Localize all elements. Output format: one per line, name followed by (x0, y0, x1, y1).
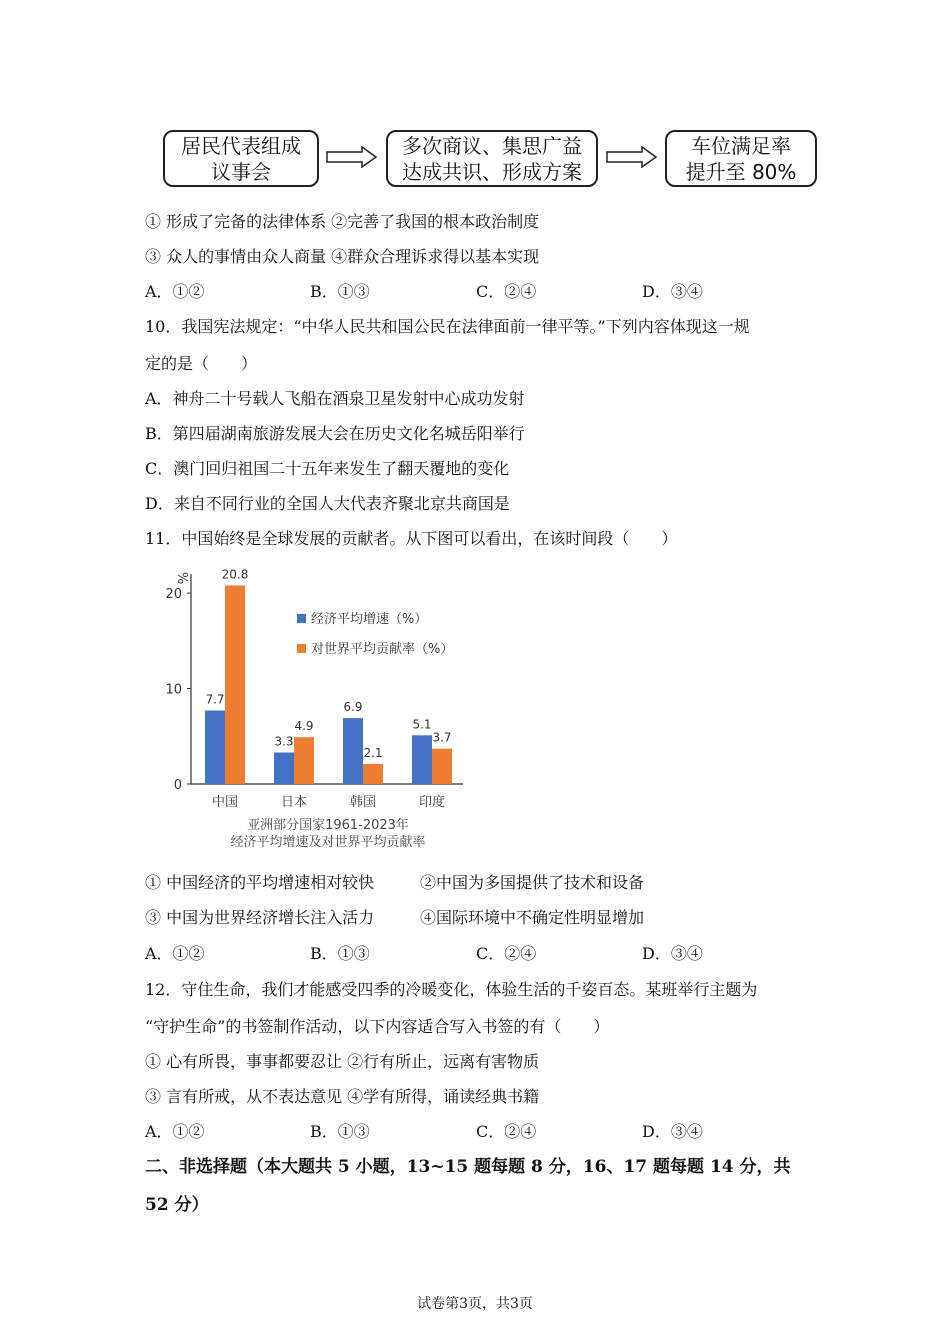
q11-statement-4: ④国际环境中不确定性明显增加 (420, 908, 645, 927)
q9-option-b[interactable]: B．①③ (310, 282, 370, 301)
q10-stem-line1: 10．我国宪法规定：“中华人民共和国公民在法律面前一律平等。”下列内容体现这一规 (145, 317, 750, 336)
x-category-label: 印度 (418, 795, 446, 810)
x-category-label: 日本 (280, 795, 308, 810)
x-category-label: 中国 (211, 795, 239, 810)
y-tick-label: 10 (165, 682, 182, 698)
page-footer: 试卷第3页，共3页 (417, 1296, 533, 1312)
y-tick-label: 20 (165, 587, 182, 603)
bar-value-label: 3.7 (432, 730, 452, 745)
chart-subtitle: 经济平均增速及对世界平均贡献率 (230, 835, 426, 850)
bar-value-label: 4.9 (294, 719, 314, 734)
flow-box-consultation-line2: 达成共识、形成方案 (402, 159, 582, 184)
q12-stem-line2: “守护生命”的书签制作活动，以下内容适合写入书签的有（ ） (145, 1017, 610, 1036)
bar-growth-3 (412, 735, 432, 784)
flow-box-council (163, 130, 319, 187)
flow-box-result (665, 130, 817, 187)
flow-box-result-line2: 提升至 80% (685, 159, 797, 184)
flow-arrow-2-icon (606, 146, 658, 168)
flow-arrow-1-icon (326, 146, 378, 168)
legend-label: 经济平均增速（%） (311, 612, 428, 627)
q9-statement-2: ③ 众人的事情由众人商量 ④群众合理诉求得以基本实现 (145, 247, 540, 266)
q11-option-a[interactable]: A．①② (145, 944, 205, 963)
flow-box-council-line1: 居民代表组成 (181, 133, 301, 158)
y-tick-label: 0 (173, 778, 182, 793)
q11-statement-1: ① 中国经济的平均增速相对较快 (145, 873, 375, 892)
flow-box-result-line1: 车位满足率 (691, 133, 791, 158)
q11-statement-3: ③ 中国为世界经济增长注入活力 (145, 908, 375, 927)
q11-option-d[interactable]: D．③④ (642, 944, 703, 963)
q10-choice-b[interactable]: B．第四届湖南旅游发展大会在历史文化名城岳阳举行 (145, 424, 525, 443)
bar-chart (150, 562, 480, 862)
x-category-label: 韩国 (349, 795, 377, 810)
q12-option-a[interactable]: A．①② (145, 1122, 205, 1141)
q11-option-b[interactable]: B．①③ (310, 944, 370, 963)
bar-contribution-3 (432, 749, 452, 784)
section-2-heading-line1: 二、非选择题（本大题共 5 小题，13~15 题每题 8 分，16、17 题每题 14 分，共 (145, 1157, 791, 1177)
chart-title: 亚洲部分国家1961-2023年 (247, 818, 409, 833)
q12-option-d[interactable]: D．③④ (642, 1122, 703, 1141)
legend-swatch (297, 614, 306, 623)
bar-value-label: 20.8 (221, 567, 249, 582)
q12-stem-line1: 12．守住生命，我们才能感受四季的冷暖变化，体验生活的千姿百态。某班举行主题为 (145, 980, 758, 999)
bar-growth-1 (274, 753, 294, 785)
bar-value-label: 2.1 (363, 745, 383, 760)
bar-contribution-0 (225, 585, 245, 784)
flow-box-consultation (386, 130, 598, 187)
q11-option-c[interactable]: C．②④ (476, 944, 537, 963)
bar-value-label: 3.3 (274, 734, 294, 749)
bar-contribution-1 (294, 737, 314, 784)
q12-statement-2: ③ 言有所戒，从不表达意见 ④学有所得，诵读经典书籍 (145, 1087, 540, 1106)
q9-option-d[interactable]: D．③④ (642, 282, 703, 301)
section-2-heading-line2: 52 分） (145, 1195, 209, 1215)
q9-statement-1: ① 形成了完备的法律体系 ②完善了我国的根本政治制度 (145, 212, 540, 231)
flow-box-consultation-line1: 多次商议、集思广益 (402, 133, 582, 158)
q12-option-b[interactable]: B．①③ (310, 1122, 370, 1141)
q10-stem-line2: 定的是（ ） (145, 354, 258, 373)
q12-option-c[interactable]: C．②④ (476, 1122, 537, 1141)
flow-box-council-line2: 议事会 (211, 159, 271, 184)
y-axis-unit-label: % (174, 571, 189, 585)
q12-statement-1: ① 心有所畏，事事都要忍让 ②行有所止，远离有害物质 (145, 1052, 540, 1071)
bar-contribution-2 (363, 764, 383, 784)
bar-growth-0 (205, 711, 225, 785)
bar-value-label: 5.1 (412, 717, 432, 732)
q10-choice-c[interactable]: C．澳门回归祖国二十五年来发生了翻天覆地的变化 (145, 459, 510, 478)
bar-value-label: 6.9 (343, 700, 363, 715)
legend-swatch (297, 644, 306, 653)
q11-statement-2: ②中国为多国提供了技术和设备 (420, 873, 645, 892)
legend-label: 对世界平均贡献率（%） (311, 642, 454, 657)
q11-stem: 11．中国始终是全球发展的贡献者。从下图可以看出，在该时间段（ ） (145, 529, 678, 548)
q10-choice-a[interactable]: A．神舟二十号载人飞船在酒泉卫星发射中心成功发射 (145, 389, 525, 408)
q9-option-c[interactable]: C．②④ (476, 282, 537, 301)
q9-option-a[interactable]: A．①② (145, 282, 205, 301)
bar-growth-2 (343, 718, 363, 784)
bar-value-label: 7.7 (205, 692, 225, 707)
q10-choice-d[interactable]: D．来自不同行业的全国人大代表齐聚北京共商国是 (145, 494, 510, 513)
